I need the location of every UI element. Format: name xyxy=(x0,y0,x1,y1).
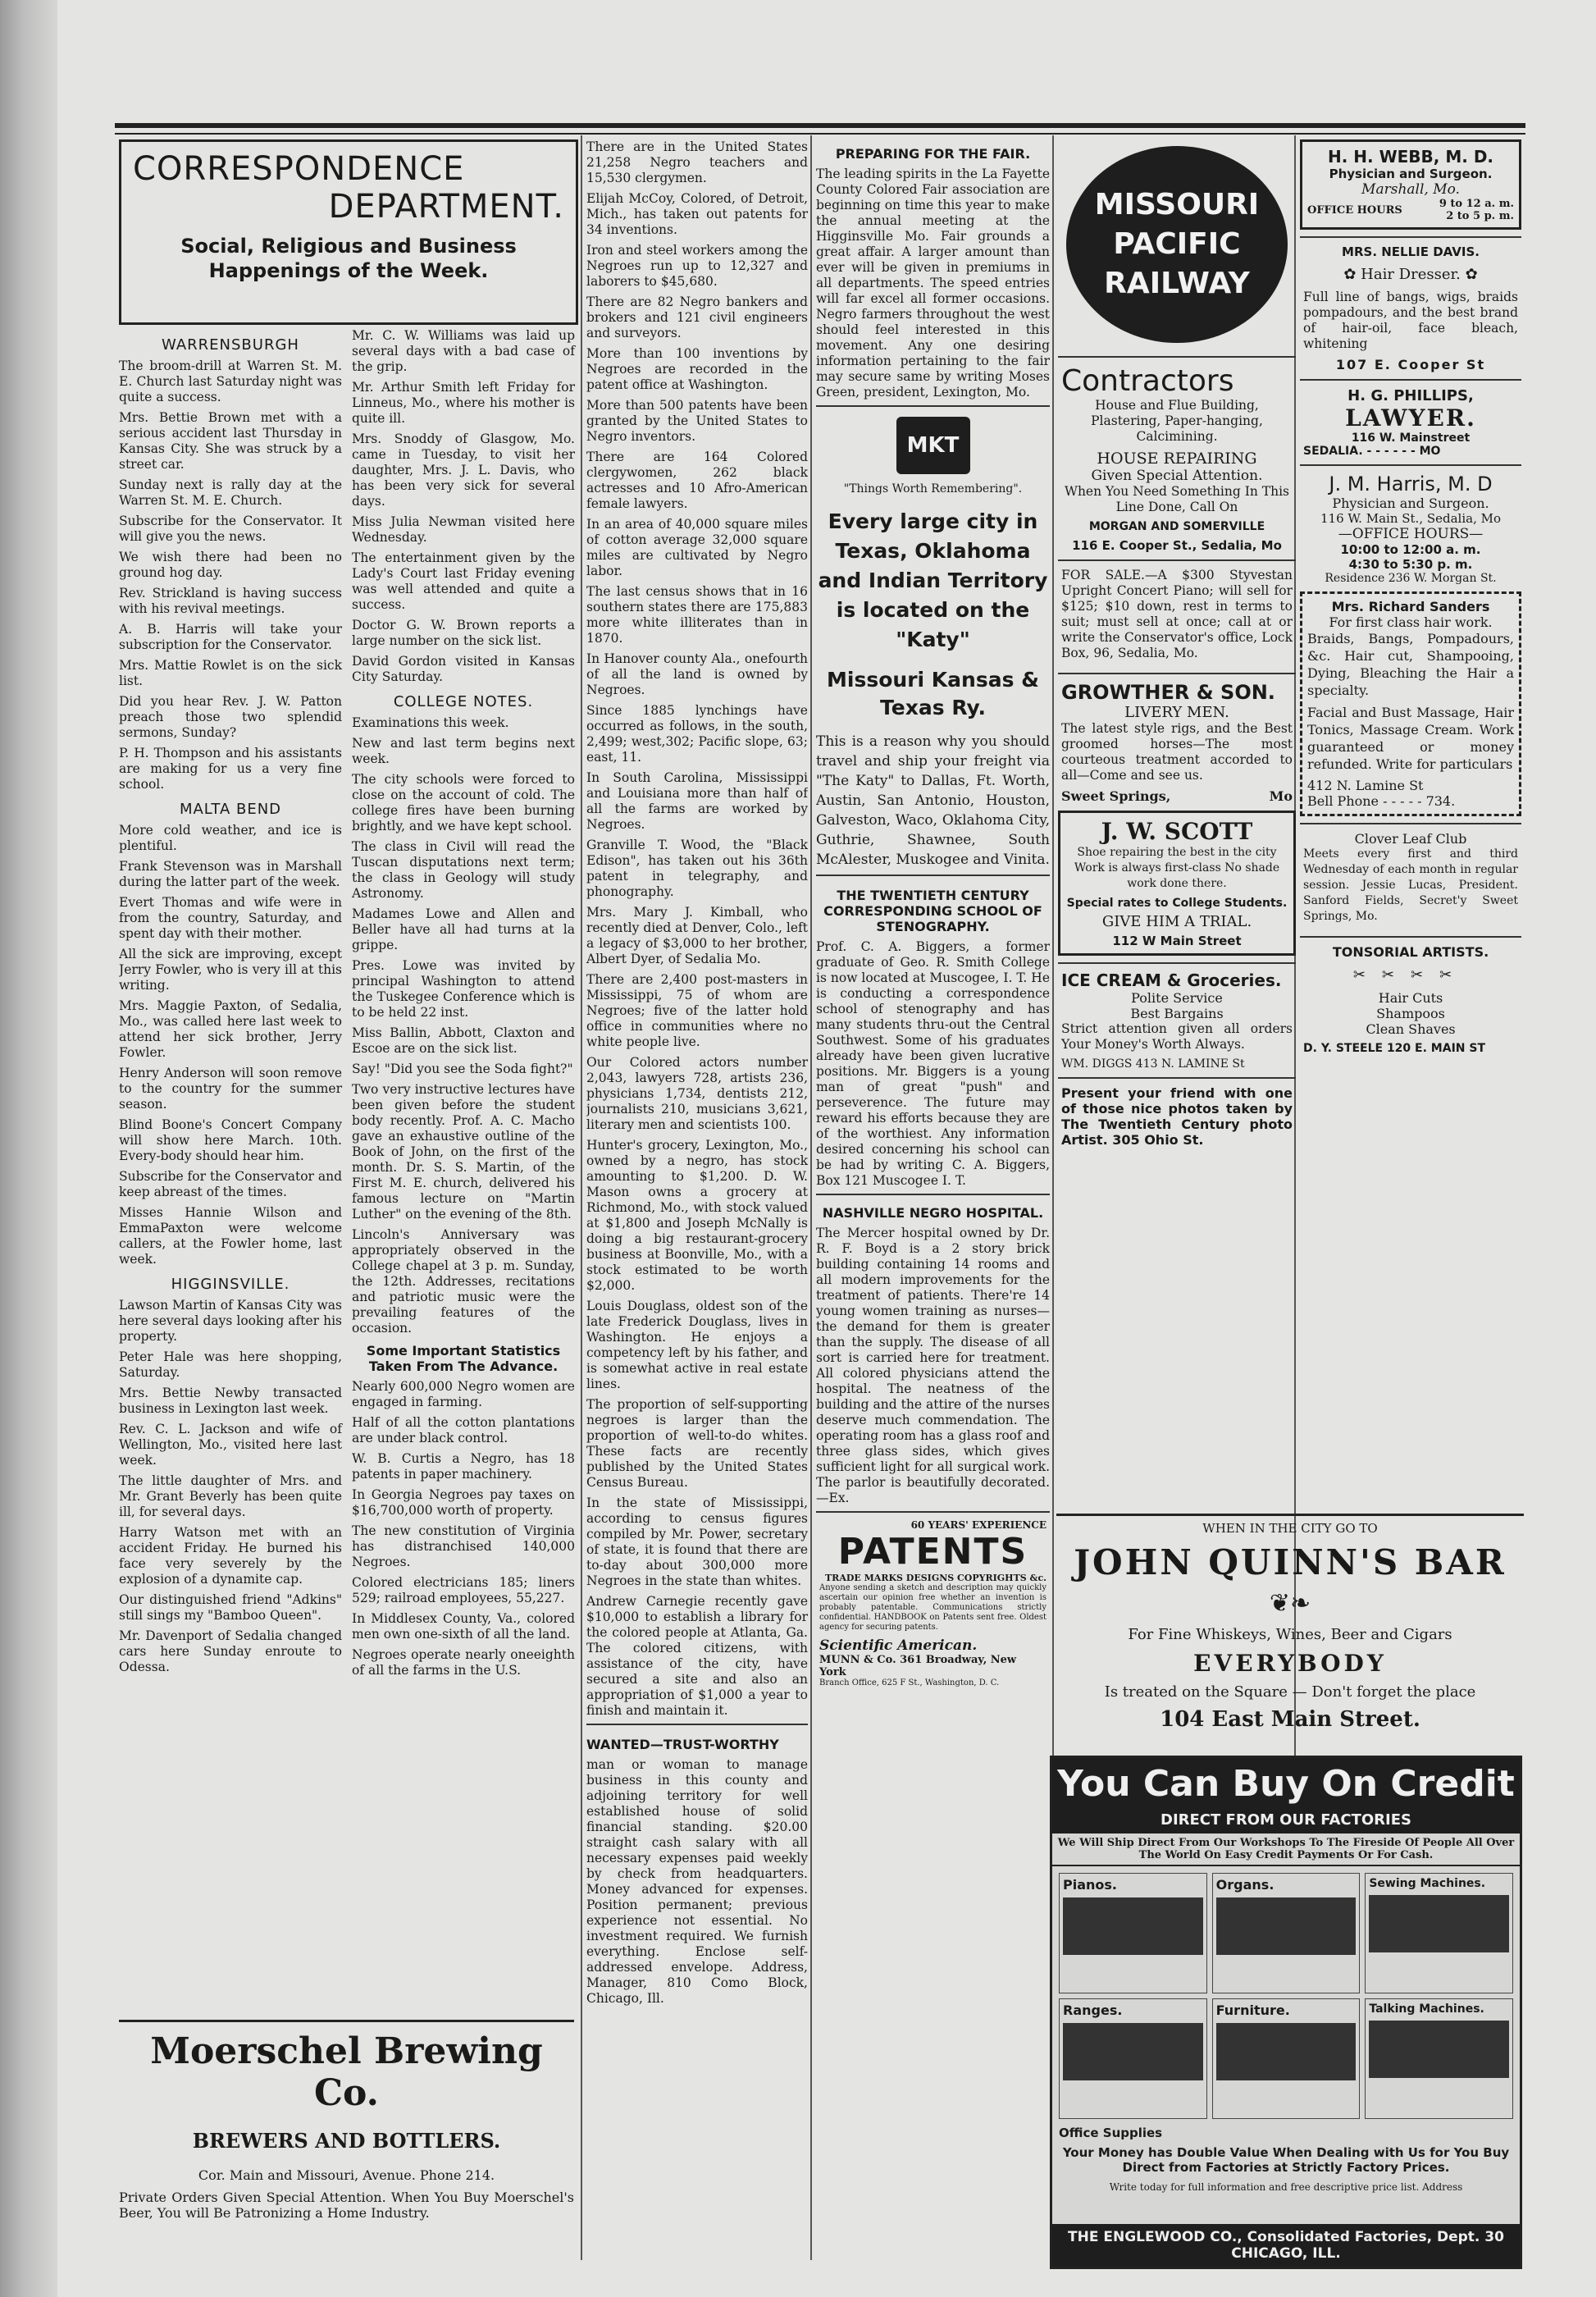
news-item: Miss Julia Newman visited here Wednesday. xyxy=(352,514,575,545)
credit-banner: We Will Ship Direct From Our Workshops To The Fireside Of People All Over The World On Easy Credit Payments Or For Cash. xyxy=(1052,1833,1520,1866)
scott-trial: GIVE HIM A TRIAL. xyxy=(1101,913,1252,930)
news-item: Our distinguished friend "Adkins" still sings my "Bamboo Queen". xyxy=(119,1592,342,1623)
news-item: Mrs. Bettie Brown met with a serious accident last Thursday in Kansas City. She was struck by a street car. xyxy=(119,410,342,472)
news-item: Henry Anderson will soon remove to the country for the summer season. xyxy=(119,1066,342,1112)
credit-value: Your Money has Double Value When Dealing with Us for You Buy Direct from Factories at Strictly Factory Prices. xyxy=(1062,2145,1510,2175)
webb-card xyxy=(1300,139,1521,230)
department-masthead xyxy=(119,139,578,325)
news-item: Misses Hannie Wilson and EmmaPaxton were welcome callers, at the Fowler home, last week. xyxy=(119,1205,342,1267)
contractors-title: Contractors xyxy=(1061,364,1234,398)
patents-ad xyxy=(816,1511,1050,1694)
news-item: There are 164 Colored clergywomen, 262 black actresses and 10 Afro-American female lawyers. xyxy=(586,450,808,511)
webb-hours-label: OFFICE HOURS xyxy=(1307,203,1402,217)
credit-direct: DIRECT FROM OUR FACTORIES xyxy=(1052,1810,1520,1833)
livery-town: Sweet Springs, xyxy=(1061,788,1171,804)
brewing-name: Moerschel Brewing Co. xyxy=(150,2030,543,2114)
news-item: Lawson Martin of Kansas City was here several days looking after his property. xyxy=(119,1298,342,1344)
news-item: Mr. Arthur Smith left Friday for Linneus, Mo., where his mother is quite ill. xyxy=(352,380,575,426)
webb-hours-1: 9 to 12 a. m. xyxy=(1439,198,1514,210)
scott-rates: Special rates to College Students. xyxy=(1066,897,1288,910)
contractors-ad xyxy=(1058,356,1296,559)
phillips-ad xyxy=(1300,379,1521,464)
news-item: The little daughter of Mrs. and Mr. Grant Beverly has been quite ill, for several days. xyxy=(119,1473,342,1519)
sub-column-a xyxy=(119,328,342,1680)
news-item: The proportion of self-supporting negroes is larger than the proportion of well-to-do whites. These facts are recently published by the United States Census Bureau. xyxy=(586,1397,808,1490)
higginsville-heading: HIGGINSVILLE. xyxy=(171,1276,290,1293)
news-item: Frank Stevenson was in Marshall during the latter part of the week. xyxy=(119,859,342,889)
for-sale-ad xyxy=(1058,559,1296,673)
harris-name: J. M. Harris, M. D xyxy=(1329,473,1493,495)
ice-cream-title: ICE CREAM & Groceries. xyxy=(1061,970,1282,990)
column-rule xyxy=(581,135,582,2260)
news-item: A. B. Harris will take your subscription for the Conservator. xyxy=(119,622,342,652)
news-item: In Georgia Negroes pay taxes on $16,700,000 worth of property. xyxy=(352,1487,575,1518)
news-item: Nearly 600,000 Negro women are engaged in farming. xyxy=(352,1379,575,1409)
ice-bargains: Best Bargains xyxy=(1130,1006,1224,1021)
ranges-label: Ranges. xyxy=(1063,2002,1123,2018)
news-item: Two very instructive lectures have been given before the student body recently. Prof. A. C. Macho gave an exhaustive outline of the Book of John, on the first of the month. Dr. S. S. Martin, of the First M. E. church, delivered his famous lecture on "Martin Luther" on the evening of the 8th. xyxy=(352,1082,575,1222)
credit-firm: THE ENGLEWOOD CO., Consolidated Factories, Dept. 30 CHICAGO, ILL. xyxy=(1052,2224,1520,2267)
patents-title: PATENTS xyxy=(837,1531,1028,1573)
quinn-name: JOHN QUINN'S BAR xyxy=(1074,1542,1507,1582)
stenography-body: Prof. C. A. Biggers, a former graduate of Geo. R. Smith College is now located at Muscogee, I. T. He is conducting a correspondence school of stenography and has many students thru-out the Central Southwest. Some of his graduates already have been given lucrative positions. Mr. Biggers is a young man of great "push" and perseverence. The future may reward his efforts because they are of the worthiest. Any information desired concerning his school can be had by writing C. A. Biggers, Box 121 Muscogee I. T. xyxy=(816,939,1050,1188)
piano-icon xyxy=(1063,1897,1203,1955)
quinn-bar-ad xyxy=(1056,1514,1524,1746)
product-ranges xyxy=(1059,1998,1207,2119)
quinn-everybody: EVERYBODY xyxy=(1193,1650,1387,1677)
harris-ad xyxy=(1300,464,1521,591)
top-rule xyxy=(115,123,1525,128)
news-item: There are 82 Negro bankers and brokers and 121 civil engineers and surveyors. xyxy=(586,295,808,340)
ice-service: Polite Service xyxy=(1131,990,1223,1006)
credit-ad xyxy=(1050,1756,1522,2269)
mkt-tagline: "Things Worth Remembering". xyxy=(843,482,1023,495)
news-item: The last census shows that in 16 southern states there are 175,883 more white illiterates than in 1870. xyxy=(586,584,808,646)
news-item: In the state of Mississippi, according to census figures compiled by Mr. Power, secretary of state, it is found that there are to-day about 300,000 more Negroes in the state than whites. xyxy=(586,1496,808,1588)
news-item: The entertainment given by the Lady's Court last Friday evening was well attended and quite a success. xyxy=(352,550,575,612)
news-item: More than 100 inventions by Negroes are recorded in the patent office at Washington. xyxy=(586,346,808,392)
webb-hours-values xyxy=(1439,198,1514,222)
news-item: Mrs. Bettie Newby transacted business in Lexington last week. xyxy=(119,1386,342,1416)
news-item: Elijah McCoy, Colored, of Detroit, Mich., has taken out patents for 34 inventions. xyxy=(586,191,808,237)
repair-heading: HOUSE REPAIRING xyxy=(1097,450,1257,468)
scott-body: Shoe repairing the best in the city Work is always first-class No shade work done there. xyxy=(1074,846,1280,890)
news-item: The class in Civil will read the Tuscan disputations next term; the class in Geology will study Astronomy. xyxy=(352,839,575,901)
news-item: W. B. Curtis a Negro, has 18 patents in paper machinery. xyxy=(352,1451,575,1482)
ice-cream-ad xyxy=(1058,962,1296,1077)
malta-heading: MALTA BEND xyxy=(179,801,282,818)
brewing-address: Cor. Main and Missouri, Avenue. Phone 214. xyxy=(198,2167,495,2183)
page-binding-edge xyxy=(0,0,57,2297)
news-item: More than 500 patents have been granted by the United States to Negro inventors. xyxy=(586,398,808,444)
tonsorial-1: Hair Cuts xyxy=(1378,990,1443,1006)
news-item: Sunday next is rally day at the Warren St. M. E. Church. xyxy=(119,477,342,508)
wanted-ad xyxy=(586,1724,808,2007)
sanders-sub: For first class hair work. xyxy=(1329,614,1493,630)
news-item: Examinations this week. xyxy=(352,715,509,730)
tonsorial-3: Clean Shaves xyxy=(1366,1021,1456,1037)
sewing-machine-icon xyxy=(1369,1895,1509,1952)
masthead-title-line2: DEPARTMENT. xyxy=(328,188,564,226)
hospital-section xyxy=(816,1194,1050,1506)
growther-name: GROWTHER & SON. xyxy=(1061,681,1275,704)
news-item: The broom-drill at Warren St. M. E. Church last Saturday night was quite a success. xyxy=(119,358,342,404)
hair-body: Full line of bangs, wigs, braids pompadours, and the best brand of hair-oil, face bleach, whitening xyxy=(1303,290,1518,351)
college-notes-heading: COLLEGE NOTES. xyxy=(393,693,534,710)
news-item: Doctor G. W. Brown reports a large number on the sick list. xyxy=(352,618,575,648)
brewing-body: Private Orders Given Special Attention. When You Buy Moerschel's Beer, You will Be Patronizing a Home Industry. xyxy=(119,2190,574,2221)
news-item: Mrs. Snoddy of Glasgow, Mo. came in Tuesday, to visit her daughter, Mrs. J. L. Davis, who has been very sick for several days. xyxy=(352,432,575,509)
news-item: Evert Thomas and wife were in from the country, Saturday, and spent day with their mother. xyxy=(119,895,342,941)
photo-body: Present your friend with one of those nice photos taken by The Twentieth Century photo Artist. 305 Ohio St. xyxy=(1061,1085,1293,1148)
news-item: Rev. C. L. Jackson and wife of Wellington, Mo., visited here last week. xyxy=(119,1422,342,1468)
hospital-heading: NASHVILLE NEGRO HOSPITAL. xyxy=(822,1205,1044,1221)
repair-sub: Given Special Attention. xyxy=(1091,468,1263,484)
munn-address: MUNN & Co. 361 Broadway, New York xyxy=(819,1654,1017,1678)
news-item: Miss Ballin, Abbott, Claxton and Escoe are on the sick list. xyxy=(352,1025,575,1056)
news-item: Did you hear Rev. J. W. Patton preach those two splendid sermons, Sunday? xyxy=(119,694,342,740)
missouri-pacific-logo xyxy=(1066,146,1288,343)
news-item: Subscribe for the Conservator and keep abreast of the times. xyxy=(119,1169,343,1199)
credit-product-grid xyxy=(1052,1866,1520,2126)
product-pianos xyxy=(1059,1873,1207,1993)
lawyer-city: SEDALIA. - - - - - - MO xyxy=(1303,445,1441,458)
mop-line3: RAILWAY xyxy=(1104,267,1250,300)
news-item: P. H. Thompson and his assistants are making for us a very fine school. xyxy=(119,746,342,792)
product-organs xyxy=(1212,1873,1361,1993)
column-4 xyxy=(1058,139,1296,1567)
credit-write: Write today for full information and free descriptive price list. Address xyxy=(1109,2181,1463,2193)
news-item: Since 1885 lynchings have occurred as follows, in the south, 2,499; west,302; Pacific slope, 63; east, 11. xyxy=(586,703,808,765)
statistics-heading: Some Important Statistics Taken From The Advance. xyxy=(366,1343,561,1374)
sanders-body: Braids, Bangs, Pompadours, &c. Hair cut, Shampooing, Dying, Bleaching the Hair a specialty. xyxy=(1307,631,1514,698)
phonograph-icon xyxy=(1369,2021,1509,2078)
wanted-heading: WANTED—TRUST-WORTHY xyxy=(586,1737,779,1752)
news-item: Colored electricians 185; liners 529; railroad employees, 55,227. xyxy=(352,1575,575,1605)
for-sale-body: FOR SALE.—A $300 Styvestan Upright Concert Piano; will sell for $125; $10 down, rest in terms to suit; must sell at once; call at or write the Conservator's office, Lock Box, 96, Sedalia, Mo. xyxy=(1061,568,1293,660)
sanders-name: Mrs. Richard Sanders xyxy=(1331,599,1490,614)
webb-hours-2: 2 to 5 p. m. xyxy=(1446,210,1514,222)
organs-label: Organs. xyxy=(1215,1877,1275,1893)
news-item: Andrew Carnegie recently gave $10,000 to establish a library for the colored people at Atlanta, Ga. The colored citizens, with assistance of the city, have secured a site and also an appropriation of $1,000 a year to finish and maintain it. xyxy=(586,1594,808,1718)
ice-body: Strict attention given all orders Your Money's Worth Always. xyxy=(1061,1021,1293,1052)
mkt-railway-name: Missouri Kansas & Texas Ry. xyxy=(827,668,1039,719)
brewing-sub: BREWERS AND BOTTLERS. xyxy=(192,2129,501,2153)
davis-name: MRS. NELLIE DAVIS. xyxy=(1342,244,1480,259)
news-item: Say! "Did you see the Soda fight?" xyxy=(352,1062,573,1076)
news-item: Subscribe for the Conservator. It will give you the news. xyxy=(119,514,342,544)
masthead-subtitle: Social, Religious and Business Happenings of the Week. xyxy=(180,235,517,282)
sanders-ad xyxy=(1300,591,1521,816)
munn-branch: Branch Office, 625 F St., Washington, D. C. xyxy=(819,1678,1000,1687)
news-item: In South Carolina, Mississippi and Louisiana more than half of all the farms are worked by Negroes. xyxy=(586,770,808,832)
news-item: Mrs. Mattie Rowlet is on the sick list. xyxy=(119,658,342,688)
sanders-body-2: Facial and Bust Massage, Hair Tonics, Massage Cream. Work guaranteed or money refunded. Write for particulars xyxy=(1307,705,1514,772)
livery-body: The latest style rigs, and the Best groomed horses—The most courteous treatment accorded to all—Come and see us. xyxy=(1061,721,1293,783)
mkt-logo-icon: MKT xyxy=(896,417,970,474)
ice-address: WM. DIGGS 413 N. LAMINE St xyxy=(1061,1057,1245,1071)
news-item: Mrs. Maggie Paxton, of Sedalia, Mo., was called here last week to attend her sick brother, Jerry Fowler. xyxy=(119,998,342,1060)
webb-title: Physician and Surgeon. xyxy=(1329,167,1493,181)
news-item: The city schools were forced to close on the account of cold. The college fires have been burning brightly, and we have kept school. xyxy=(352,772,575,833)
quinn-lead: WHEN IN THE CITY GO TO xyxy=(1202,1521,1378,1536)
news-item: Harry Watson met with an accident Friday. He burned his face very severely by the explosion of a dynamite cap. xyxy=(119,1525,342,1587)
scott-ad xyxy=(1058,811,1296,956)
product-furniture xyxy=(1212,1998,1361,2119)
harris-title: Physician and Surgeon. xyxy=(1332,495,1489,511)
tonsorial-title: TONSORIAL ARTISTS. xyxy=(1332,944,1489,960)
davis-hair-dresser: ✿ Hair Dresser. ✿ xyxy=(1343,266,1478,283)
patents-body: Anyone sending a sketch and description may quickly ascertain our opinion free whether an invention is probably patentable. Communications strictly confidential. HANDBOOK on Patents sent free. Oldest agency for securing patents. xyxy=(819,1583,1047,1632)
news-item: There are 2,400 post-masters in Mississippi, 75 of whom are Negroes; five of the latter hold office in communities where no white people live. xyxy=(586,972,808,1049)
harris-residence: Residence 236 W. Morgan St. xyxy=(1325,572,1497,585)
mop-line2: PACIFIC xyxy=(1113,227,1241,261)
product-talking xyxy=(1365,1998,1513,2119)
webb-town: Marshall, Mo. xyxy=(1361,181,1460,198)
repair-body: When You Need Something In This Line Done, Call On xyxy=(1065,484,1289,514)
sanders-phone: Bell Phone - - - - - 734. xyxy=(1307,793,1456,809)
sanders-address: 412 N. Lamine St xyxy=(1307,778,1424,793)
news-item: Our Colored actors number 2,043, lawyers 728, artists 236, physicians 1,734, dentists 212, journalists 210, musicians 3,621, literary men and scientists 100. xyxy=(586,1055,808,1132)
livery-state: Mo xyxy=(1269,788,1293,804)
hair-address: 107 E. Cooper St xyxy=(1335,357,1486,372)
news-item: Mr. C. W. Williams was laid up several days with a bad case of the grip. xyxy=(352,328,575,374)
brewing-ad xyxy=(119,2020,574,2276)
news-item: All the sick are improving, except Jerry Fowler, who is very ill at this writing. xyxy=(119,947,342,993)
column-1 xyxy=(119,139,578,2018)
fair-heading: PREPARING FOR THE FAIR. xyxy=(835,146,1031,162)
phillips-name: H. G. PHILLIPS, xyxy=(1347,387,1474,404)
wanted-body: man or woman to manage business in this county and adjoining territory for well established house of solid financial standing. $20.00 straight cash salary with all necessary expenses paid weekly by check from headquarters. Money advanced for expenses. Position permanent; previous experience not essential. No investment required. We furnish everything. Enclose self-addressed envelope. Address, Manager, 810 Como Block, Chicago, Ill. xyxy=(586,1757,808,2006)
livery-location xyxy=(1061,788,1293,804)
masthead-title-line1: CORRESPONDENCE xyxy=(133,150,465,188)
news-item: David Gordon visited in Kansas City Saturday. xyxy=(352,654,575,684)
hair-title: Hair Dresser. xyxy=(1361,266,1461,283)
news-item: Granville T. Wood, the "Black Edison", has taken out his 36th patent in telegraphy, and phonography. xyxy=(586,838,808,899)
news-item: The new constitution of Virginia has distranchised 140,000 Negroes. xyxy=(352,1523,575,1569)
tonsorial-2: Shampoos xyxy=(1376,1006,1445,1021)
hospital-body: The Mercer hospital owned by Dr. R. F. Boyd is a 2 story brick building containing 14 rooms and all modern improvements for the treatment of patients. There're 14 young women training as nurses—the demand for them is greater than the supply. The disease of all sort is carried here for treatment. All colored physicians attend the hospital. The neatness of the building and the attire of the nurses deserve much commendation. The operating room has a glass roof and three glass sides, which gives sufficient light for all surgical work. The parlor is beautifully decorated.—Ex. xyxy=(816,1226,1050,1505)
clover-leaf-ad xyxy=(1300,823,1521,936)
photo-ad xyxy=(1058,1077,1296,1159)
product-sewing xyxy=(1365,1873,1513,1993)
scott-name: J. W. SCOTT xyxy=(1101,818,1253,845)
patents-sub: TRADE MARKS DESIGNS COPYRIGHTS &c. xyxy=(825,1573,1047,1583)
quinn-line2: Is treated on the Square — Don't forget the place xyxy=(1104,1683,1476,1701)
davis-ad xyxy=(1300,236,1521,379)
news-item: We wish there had been no ground hog day. xyxy=(119,550,342,580)
webb-name: H. H. WEBB, M. D. xyxy=(1327,147,1494,167)
harris-hours-2: 4:30 to 5:30 p. m. xyxy=(1348,557,1473,572)
scientific-american: Scientific American. xyxy=(819,1637,978,1654)
quinn-address: 104 East Main Street. xyxy=(1160,1707,1420,1732)
furniture-icon xyxy=(1216,2023,1357,2080)
range-icon xyxy=(1063,2023,1203,2080)
harris-hours-1: 10:00 to 12:00 a. m. xyxy=(1340,542,1481,557)
harris-hours-heading: —OFFICE HOURS— xyxy=(1338,526,1484,542)
livery-title: LIVERY MEN. xyxy=(1124,704,1229,721)
mop-line1: MISSOURI xyxy=(1094,188,1260,221)
quinn-line1: For Fine Whiskeys, Wines, Beer and Cigars xyxy=(1128,1626,1452,1643)
livery-ad xyxy=(1058,673,1296,811)
news-item: Mr. Davenport of Sedalia changed cars here Sunday enroute to Odessa. xyxy=(119,1628,342,1674)
clover-heading: Clover Leaf Club xyxy=(1354,831,1467,847)
news-item: There are in the United States 21,258 Negro teachers and 15,530 clergymen. xyxy=(586,139,808,185)
news-item: Hunter's grocery, Lexington, Mo., owned by a negro, has stock amounting to $1,200. D. W. Mason owns a grocery at Richmond, Mo., with stock valued at $1,800 and Joseph McNally is doing a big restaurant-grocery business at Boonville, Mo., with a stock estimated to be worth $2,000. xyxy=(586,1138,808,1293)
sewing-label: Sewing Machines. xyxy=(1369,1877,1486,1890)
tonsorial-address: D. Y. STEELE 120 E. MAIN ST xyxy=(1303,1042,1485,1055)
organ-icon xyxy=(1216,1897,1357,1955)
repair-address: 116 E. Cooper St., Sedalia, Mo xyxy=(1072,538,1282,553)
news-item: In Hanover county Ala., onefourth of all the land is owned by Negroes. xyxy=(586,651,808,697)
column-2 xyxy=(586,139,808,2264)
harris-address: 116 W. Main St., Sedalia, Mo xyxy=(1320,511,1502,526)
patents-experience: 60 YEARS' EXPERIENCE xyxy=(910,1519,1047,1531)
news-item: Blind Boone's Concert Company will show here March. 10th. Every-body should hear him. xyxy=(119,1117,342,1163)
news-item: Lincoln's Anniversary was appropriately observed in the College chapel at 3 p. m. Sunday, the 12th. Addresses, recitations and patriotic music were the prevailing features of the occasion. xyxy=(352,1227,575,1336)
clover-body: Meets every first and third Wednesday of each month in regular session. Jessie Lucas, President. Sanford Fields, Secret'y Sweet Springs, Mo. xyxy=(1303,847,1518,923)
webb-hours xyxy=(1307,198,1514,222)
news-item: Rev. Strickland is having success with his revival meetings. xyxy=(119,586,342,616)
column-5 xyxy=(1300,139,1521,1567)
office-supplies: Office Supplies xyxy=(1059,2126,1163,2140)
stenography-section xyxy=(816,875,1050,1189)
news-item: Mrs. Mary J. Kimball, who recently died at Denver, Colo., left a legacy of $3,000 to her brother, Albert Dyer, of Sedalia Mo. xyxy=(586,905,808,966)
news-item: More cold weather, and ice is plentiful. xyxy=(119,823,342,853)
warrensburg-heading: WARRENSBURGH xyxy=(162,336,299,354)
news-item: New and last term begins next week. xyxy=(352,736,575,766)
news-item: Negroes operate nearly oneeighth of all the farms in the U.S. xyxy=(352,1647,575,1678)
lawyer-title: LAWYER. xyxy=(1345,404,1476,432)
sub-column-b xyxy=(352,328,575,1683)
column-3 xyxy=(816,139,1050,2264)
news-item: Iron and steel workers among the Negroes run up to 12,327 and laborers to $45,680. xyxy=(586,243,808,289)
scissors-icon: ✂✂✂✂ xyxy=(1352,966,1469,984)
column-rule xyxy=(810,135,812,2260)
news-item: Louis Douglass, oldest son of the late Frederick Douglass, lives in Washington. He enjoys a competency left by his father, and is somewhat active in real estate lines. xyxy=(586,1299,808,1391)
talking-label: Talking Machines. xyxy=(1369,2002,1484,2016)
stenography-heading: THE TWENTIETH CENTURY CORRESPONDING SCHOOL OF STENOGRAPHY. xyxy=(823,888,1042,934)
pianos-label: Pianos. xyxy=(1063,1877,1117,1893)
repair-firm: MORGAN AND SOMERVILLE xyxy=(1088,520,1265,533)
mkt-headline: Every large city in Texas, Oklahoma and Indian Territory is located on the "Katy" xyxy=(818,509,1048,651)
news-item: In an area of 40,000 square miles of cotton average 32,000 square miles are cultivated by Negro labor. xyxy=(586,517,808,578)
news-item: Madames Lowe and Allen and Beller have all had turns at la grippe. xyxy=(352,906,575,952)
contractors-body: House and Flue Building, Plastering, Paper-hanging, Calcimining. xyxy=(1091,398,1263,444)
mkt-body: This is a reason why you should travel and ship your freight via "The Katy" to Dallas, Ft. Worth, Austin, San Antonio, Houston, Galveston, Waco, Oklahoma City, Guthrie, Shawnee, South McAlester, Muskogee and Vinita. xyxy=(816,733,1050,868)
credit-headline: You Can Buy On Credit xyxy=(1052,1758,1520,1810)
news-item: In Middlesex County, Va., colored men own one-sixth of all the land. xyxy=(352,1611,575,1642)
mkt-ad xyxy=(816,405,1050,870)
fair-article: The leading spirits in the La Fayette County Colored Fair association are beginning on time this year to make the annual meeting at the Higginsville Mo. Fair grounds a great affair. A larger amount than ever will be given in premiums in all departments. The speed entries will far excel all former occasions. Negro farmers throughout the west should feel interested in this movement. Any one desiring information pertaining to the fair may secure same by writing Moses Green, president, Lexington, Mo. xyxy=(816,167,1050,400)
lawyer-address: 116 W. Mainstreet xyxy=(1351,432,1471,445)
news-item: Peter Hale was here shopping, Saturday. xyxy=(119,1349,342,1380)
news-item: Half of all the cotton plantations are under black control. xyxy=(352,1415,575,1445)
scott-address: 112 W Main Street xyxy=(1112,934,1242,948)
furniture-label: Furniture. xyxy=(1215,2002,1290,2018)
flourish-icon: ❦❧ xyxy=(1269,1589,1311,1618)
top-rule-thin xyxy=(115,133,1525,135)
news-item: Pres. Lowe was invited by principal Washington to attend the Tuskegee Conference which is to be held 22 inst. xyxy=(352,958,575,1020)
tonsorial-ad xyxy=(1300,936,1521,1062)
